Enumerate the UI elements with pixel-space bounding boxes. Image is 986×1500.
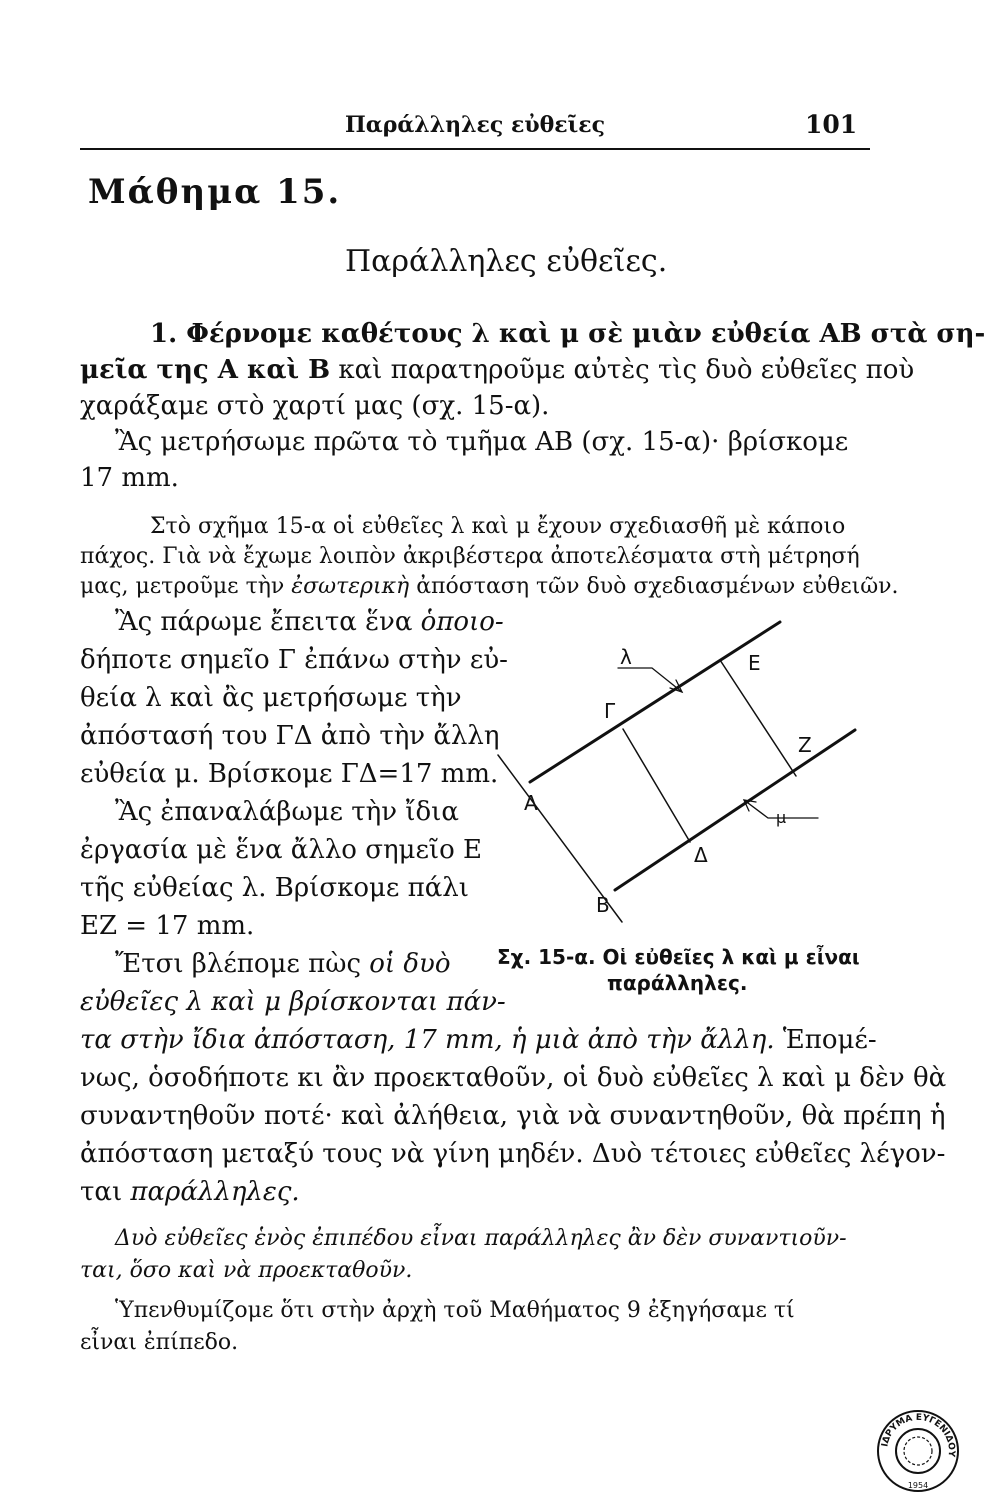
cont-line1-italic: τα στὴν ἴδια ἀπόσταση, 17 mm, ἡ μιὰ ἀπὸ τὴν ἄλλη. — [80, 1025, 775, 1055]
label-G: Γ — [604, 699, 616, 723]
cont-line3: συναντηθοῦν ποτέ· καὶ ἀλήθεια, γιὰ νὰ συναντηθοῦν, θὰ πρέπη ἡ — [80, 1101, 946, 1131]
note-line1: Στὸ σχῆμα 15-α οἱ εὐθεῖες λ καὶ μ ἔχουν σχεδιασθῆ μὲ κάποιο — [150, 514, 846, 539]
reminder-line2: εἶναι ἐπίπεδο. — [80, 1330, 239, 1355]
segment-GD — [623, 729, 690, 842]
paragraph1-line2-rest: καὶ παρατηροῦμε αὐτὲς τὶς δυὸ εὐθεῖες ποὺ — [330, 355, 915, 385]
col-line10-italic: οἱ δυὸ — [369, 949, 451, 979]
definition-line1: Δυὸ εὐθεῖες ἑνὸς ἐπιπέδου εἶναι παράλληλες ἂν δὲν συναντιοῦν- — [115, 1226, 847, 1251]
cont-line5-a: ται — [80, 1177, 131, 1207]
col-line1-italic: ὁποιο- — [420, 607, 504, 637]
foundation-stamp — [875, 1408, 961, 1494]
paragraph1-line2 — [80, 352, 914, 388]
lesson-title: Μάθημα 15. — [88, 172, 342, 212]
col-line11: εὐθεῖες λ καὶ μ βρίσκονται πάν- — [80, 987, 506, 1017]
definition-line2: ται, ὅσο καὶ νὰ προεκταθοῦν. — [80, 1258, 413, 1283]
label-mu: μ — [776, 808, 787, 827]
cont-line4: ἀπόσταση μεταξύ τους νὰ γίνη μηδέν. Δυὸ τέτοιες εὐθεῖες λέγον- — [80, 1139, 946, 1169]
paragraph1-line3: χαράξαμε στὸ χαρτί μας (σχ. 15-α). — [80, 391, 550, 421]
label-B: Β — [596, 893, 610, 917]
col-line7: ἐργασία μὲ ἕνα ἄλλο σημεῖο Ε — [80, 835, 483, 865]
note-line2: πάχος. Γιὰ νὰ ἔχωμε λοιπὸν ἀκριβέστερα ἀποτελέσματα στὴ μέτρησή — [80, 544, 860, 569]
stamp-text: ΙΔΡΥΜΑ ΕΥΓΕΝΙΔΟΥ — [880, 1412, 957, 1458]
note-line3-a: μας, μετροῦμε τὴν — [80, 574, 292, 599]
reminder-line1: Ὑπενθυμίζομε ὅτι στὴν ἀρχὴ τοῦ Μαθήματος 9 ἐξηγήσαμε τί — [115, 1298, 795, 1323]
label-Z: Ζ — [798, 733, 812, 757]
label-D: Δ — [694, 843, 708, 867]
label-lambda: λ — [620, 645, 632, 669]
paragraph1-line2-bold: μεῖα της Α καὶ Β — [80, 355, 331, 385]
segment-EZ — [720, 660, 796, 776]
col-line2: δήποτε σημεῖο Γ ἐπάνω στὴν εὐ- — [80, 645, 508, 675]
stamp-outer-ring — [878, 1411, 958, 1491]
col-line10 — [115, 946, 451, 982]
paragraph1-line5: 17 mm. — [80, 463, 179, 493]
page-number: 101 — [805, 110, 858, 139]
cont-line2: νως, ὁσοδήποτε κι ἂν προεκταθοῦν, οἱ δυὸ εὐθεῖες λ καὶ μ δὲν θὰ — [80, 1063, 947, 1093]
note-line3-b: ἐσωτερικὴ — [291, 574, 410, 599]
note-line3 — [80, 572, 899, 602]
stamp-inner-ring — [896, 1429, 940, 1473]
cont-line1-rest: Ἑπομέ- — [774, 1025, 877, 1055]
col-line8: τῆς εὐθείας λ. Βρίσκομε πάλι — [80, 873, 469, 903]
stamp-emblem-icon — [904, 1437, 932, 1465]
col-line1 — [115, 604, 504, 640]
col-line3: θεία λ καὶ ἂς μετρήσωμε τὴν — [80, 683, 462, 713]
line-lambda — [530, 622, 780, 782]
cont-line5-b: παράλληλες. — [130, 1177, 300, 1207]
stamp-year: 1954 — [907, 1481, 929, 1490]
running-title: Παράλληλες εὐθεῖες — [345, 112, 606, 138]
line-mu — [615, 730, 855, 890]
col-line10-text: Ἔτσι βλέπομε πὼς — [115, 949, 370, 979]
caption-line1: Σχ. 15-α. Οἱ εὐθεῖες λ καὶ μ εἶναι — [497, 945, 860, 969]
cont-line5 — [80, 1174, 300, 1210]
col-line4: ἀπόστασή του ΓΔ ἀπὸ τὴν ἄλλη — [80, 721, 500, 751]
col-line5: εὐθεία μ. Βρίσκομε ΓΔ=17 mm. — [80, 759, 499, 789]
col-line9: ΕΖ = 17 mm. — [80, 911, 255, 941]
paragraph1-line1: 1. Φέρνομε καθέτους λ καὶ μ σὲ μιὰν εὐθεία ΑΒ στὰ ση- — [150, 319, 986, 349]
col-line1-text: Ἂς πάρωμε ἔπειτα ἕνα — [115, 607, 421, 637]
figure-caption — [497, 944, 860, 996]
label-A: Α — [524, 791, 538, 815]
parallel-lines-figure — [490, 610, 870, 940]
section-title: Παράλληλες εὐθεῖες. — [345, 244, 668, 279]
header-rule — [80, 148, 870, 150]
note-line3-c: ἀπόσταση τῶν δυὸ σχεδιασμένων εὐθειῶν. — [409, 574, 899, 599]
cont-line1 — [80, 1022, 877, 1058]
col-line6: Ἂς ἐπαναλάβωμε τὴν ἴδια — [115, 797, 459, 827]
label-E: Ε — [748, 651, 761, 675]
paragraph1-line4: Ἂς μετρήσωμε πρῶτα τὸ τμῆμα ΑΒ (σχ. 15-α)· βρίσκομε — [115, 427, 849, 457]
caption-line2: παράλληλες. — [607, 971, 748, 995]
